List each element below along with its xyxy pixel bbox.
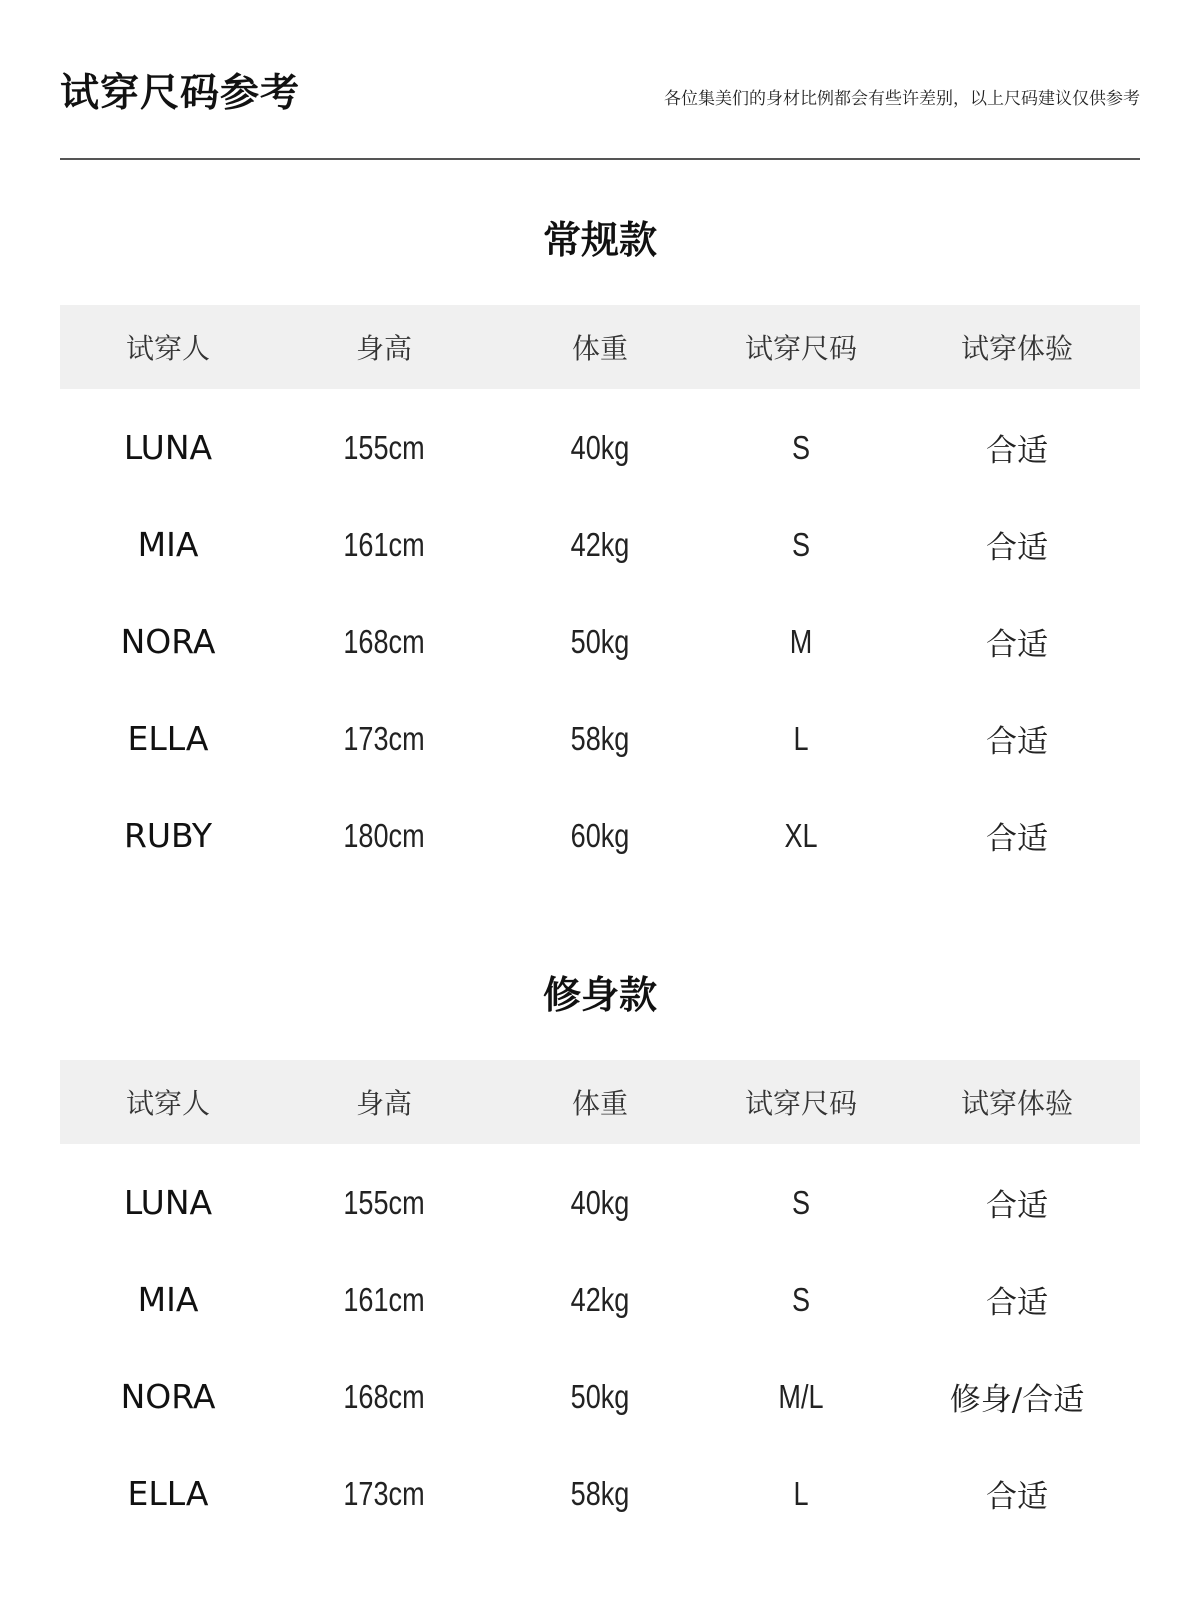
tester-weight: 58kg	[570, 719, 630, 757]
table-row	[60, 1348, 1140, 1445]
table-row	[60, 1445, 1140, 1542]
column-header-weight: 体重	[571, 332, 628, 365]
tester-fit: 合适	[986, 433, 1048, 469]
tester-height: 161cm	[343, 1280, 425, 1318]
tester-height: 155cm	[343, 428, 425, 466]
column-header-height: 身高	[355, 1087, 412, 1120]
tester-height: 173cm	[343, 1474, 425, 1512]
tester-height: 180cm	[343, 816, 425, 854]
tester-name: MIA	[137, 525, 199, 564]
table-row	[60, 1251, 1140, 1348]
table-row	[60, 399, 1140, 496]
size-disclaimer-note: 各位集美们的身材比例都会有些许差别，以上尺码建议仅供参考	[664, 89, 1140, 109]
tester-fit: 修身/合适	[949, 1382, 1085, 1418]
tester-size: S	[791, 428, 811, 466]
table-row	[60, 496, 1140, 593]
header-divider	[60, 158, 1140, 160]
column-header-height: 身高	[355, 332, 412, 365]
tester-size: S	[791, 1280, 811, 1318]
table-body	[60, 1154, 1140, 1542]
tester-name: MIA	[137, 1280, 199, 1319]
tester-name: ELLA	[127, 719, 209, 758]
tester-height: 168cm	[343, 622, 425, 660]
tester-height: 168cm	[343, 1377, 425, 1415]
tester-fit: 合适	[986, 1479, 1048, 1515]
tester-name: NORA	[120, 1377, 216, 1416]
table-row	[60, 787, 1140, 884]
table-row	[60, 593, 1140, 690]
column-header-size: 试穿尺码	[744, 1087, 857, 1120]
tester-fit: 合适	[986, 821, 1048, 857]
tester-size: L	[793, 719, 809, 757]
tester-name: ELLA	[127, 1474, 209, 1513]
tester-weight: 60kg	[570, 816, 630, 854]
table-row	[60, 1154, 1140, 1251]
tester-weight: 50kg	[570, 1377, 630, 1415]
table-header-row	[60, 1060, 1140, 1144]
section-title: 常规款	[542, 218, 657, 262]
slim-fit-section	[60, 965, 1140, 1542]
tester-size: S	[791, 525, 811, 563]
tester-size: L	[793, 1474, 809, 1512]
tester-height: 173cm	[343, 719, 425, 757]
tester-size: M/L	[778, 1377, 824, 1415]
regular-fit-section	[60, 210, 1140, 884]
column-header-size: 试穿尺码	[744, 332, 857, 365]
page-header	[60, 62, 1140, 122]
tester-weight: 58kg	[570, 1474, 630, 1512]
column-header-weight: 体重	[571, 1087, 628, 1120]
tester-weight: 40kg	[570, 428, 630, 466]
tester-weight: 42kg	[570, 525, 630, 563]
tester-fit: 合适	[986, 1188, 1048, 1224]
tester-name: LUNA	[123, 428, 213, 467]
tester-height: 161cm	[343, 525, 425, 563]
tester-weight: 50kg	[570, 622, 630, 660]
column-header-fit: 试穿体验	[960, 332, 1073, 365]
page-title: 试穿尺码参考	[60, 71, 301, 116]
tester-height: 155cm	[343, 1183, 425, 1221]
column-header-fit: 试穿体验	[960, 1087, 1073, 1120]
table-header-row	[60, 305, 1140, 389]
tester-fit: 合适	[986, 530, 1048, 566]
table-row	[60, 690, 1140, 787]
tester-name: NORA	[120, 622, 216, 661]
column-header-tester: 试穿人	[125, 1087, 210, 1120]
table-body	[60, 399, 1140, 884]
tester-fit: 合适	[986, 627, 1048, 663]
section-title: 修身款	[542, 973, 657, 1017]
tester-fit: 合适	[986, 724, 1048, 760]
tester-weight: 40kg	[570, 1183, 630, 1221]
tester-fit: 合适	[986, 1285, 1048, 1321]
tester-weight: 42kg	[570, 1280, 630, 1318]
column-header-tester: 试穿人	[125, 332, 210, 365]
tester-size: M	[789, 622, 813, 660]
tester-name: RUBY	[123, 816, 213, 855]
tester-name: LUNA	[123, 1183, 213, 1222]
tester-size: XL	[784, 816, 818, 854]
tester-size: S	[791, 1183, 811, 1221]
